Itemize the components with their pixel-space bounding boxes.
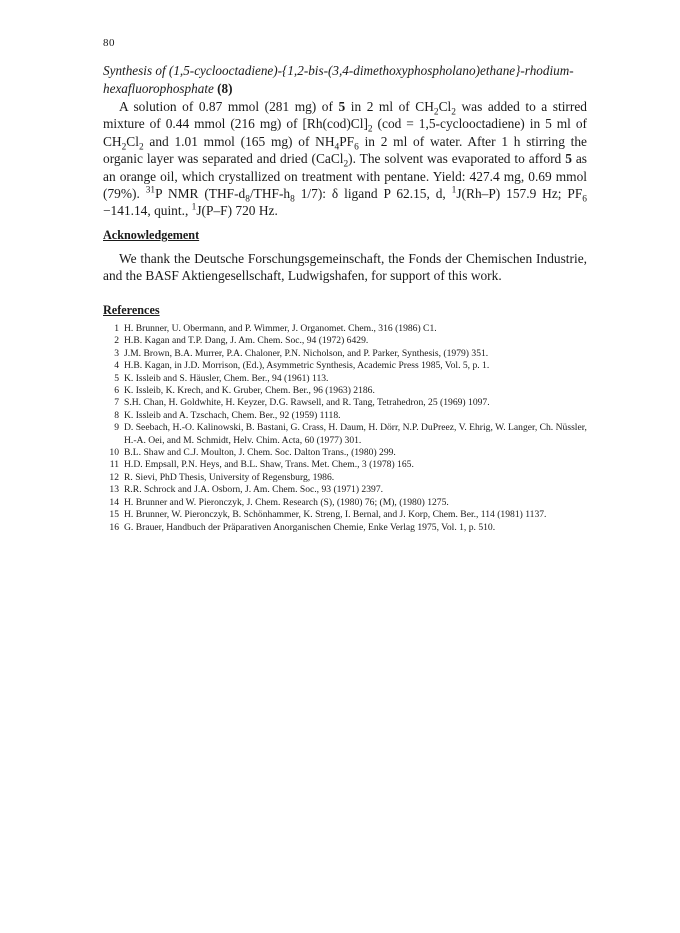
subscript: 2: [138, 142, 144, 153]
reference-number: 16: [109, 521, 119, 533]
reference-item: [103, 459, 587, 471]
reference-number: 15: [109, 509, 119, 521]
reference-number: 13: [109, 484, 119, 496]
compound-ref: 5: [565, 151, 572, 167]
reference-number: 7: [114, 397, 119, 409]
text-run: as an orange oil, which crystallized on treatment with pentane. Yield: 427.4 mg, 0.69 mmol (79%).: [103, 151, 587, 202]
reference-number: 5: [114, 372, 119, 384]
reference-text: H.D. Empsall, P.N. Heys, and B.L. Shaw, Trans. Met. Chem., 3 (1978) 165.: [124, 459, 414, 471]
reference-item: [103, 497, 587, 509]
synthesis-paragraph: [103, 98, 587, 220]
text-run: ). The solvent was evaporated to afford: [348, 151, 566, 167]
text-run: J(P–F) 720 Hz.: [196, 203, 278, 219]
subscript: 4: [334, 142, 340, 153]
subscript: 2: [451, 107, 456, 118]
acknowledgement-text: [103, 250, 587, 285]
reference-text: G. Brauer, Handbuch der Präparativen Anorganischen Chemie, Enke Verlag 1975, Vol. 1, p. 510.: [124, 521, 496, 533]
reference-item: [103, 385, 587, 397]
reference-number: 3: [114, 347, 119, 359]
text-run: in 2 ml of CH: [345, 99, 434, 114]
reference-text: H. Brunner, W. Pieronczyk, B. Schönhammer, K. Streng, I. Bernal, and J. Korp, Chem. Ber., 114 (1981) 1137.: [124, 509, 547, 521]
reference-number: 8: [114, 409, 119, 421]
reference-number: 1: [114, 323, 119, 334]
reference-number: 12: [109, 471, 119, 483]
reference-text: R.R. Schrock and J.A. Osborn, J. Am. Chem. Soc., 93 (1971) 2397.: [124, 484, 384, 496]
text-run: 1/7): δ ligand P 62.15, d,: [294, 186, 452, 202]
text-run: and 1.01 mmol (165 mg) of NH: [143, 133, 335, 149]
reference-item: [103, 323, 587, 335]
text-run: in 2 ml of water. After 1 h stirring the organic layer was separated and dried (CaCl: [103, 133, 588, 167]
subscript: 6: [582, 194, 587, 205]
text-run: /THF-h: [249, 186, 291, 202]
text-run: A solution of 0.87 mmol (281 mg) of: [119, 99, 339, 114]
reference-item: [103, 397, 587, 409]
reference-item: [103, 422, 587, 447]
subscript: 2: [433, 107, 439, 118]
reference-text: B.L. Shaw and C.J. Moulton, J. Chem. Soc. Dalton Trans., (1980) 299.: [124, 447, 396, 459]
text-run: J(Rh–P) 157.9 Hz; PF: [456, 186, 583, 202]
superscript: 1: [451, 185, 457, 196]
references-heading: References: [103, 303, 160, 317]
acknowledgement-paragraph: We thank the Deutsche Forschungsgemeinschaft, the Fonds der Chemischen Industrie, and the BASF Aktiengesellschaft, Ludwigshafen, for support of this work.: [103, 251, 587, 284]
reference-text: K. Issleib and A. Tzschach, Chem. Ber., 92 (1959) 1118.: [124, 409, 341, 421]
text-run: was added to a stirred mixture of 0.44 mmol (216 mg) of [Rh(cod)Cl]: [103, 99, 587, 132]
reference-item: [103, 410, 587, 422]
subscript: 8: [290, 194, 295, 205]
reference-item: [103, 360, 587, 372]
superscript: 31: [145, 185, 156, 196]
reference-text: H. Brunner and W. Pieronczyk, J. Chem. Research (S), (1980) 76; (M), (1980) 1275.: [124, 496, 449, 508]
reference-text: K. Issleib and S. Häusler, Chem. Ber., 94 (1961) 113.: [124, 372, 329, 384]
text-run: PF: [339, 133, 355, 149]
subscript: 6: [354, 142, 359, 153]
reference-text: R. Sievi, PhD Thesis, University of Regensburg, 1986.: [124, 471, 335, 483]
reference-text: H.B. Kagan and T.P. Dang, J. Am. Chem. Soc., 94 (1972) 6429.: [124, 335, 369, 347]
reference-item: [103, 472, 587, 484]
acknowledgement-heading: Acknowledgement: [103, 228, 200, 242]
compound-ref: 5: [338, 99, 346, 114]
text-run: P NMR (THF-d: [155, 186, 246, 202]
reference-item: [103, 447, 587, 459]
references-list: [103, 323, 587, 534]
reference-item: [103, 348, 587, 360]
subscript: 2: [367, 125, 373, 136]
reference-item: [103, 509, 587, 521]
reference-text: S.H. Chan, H. Goldwhite, H. Keyzer, D.G. Rawsell, and R. Tang, Tetrahedron, 25 (1969) 1097.: [124, 397, 490, 409]
reference-item: [103, 373, 587, 385]
superscript: 1: [191, 202, 197, 213]
text-run: Cl: [126, 133, 139, 149]
subscript: 8: [245, 194, 250, 205]
text-run: (cod = 1,5-cyclooctadiene) in 5 ml of CH: [103, 116, 587, 149]
subscript: 2: [121, 142, 127, 153]
reference-number: 4: [114, 360, 119, 372]
reference-number: 10: [109, 447, 119, 459]
reference-item: [103, 522, 587, 534]
text-run: Cl: [438, 99, 452, 114]
synthesis-heading: [103, 62, 587, 97]
reference-item: [103, 335, 587, 347]
reference-text: J.M. Brown, B.A. Murrer, P.A. Chaloner, P.N. Nicholson, and P. Parker, Synthesis, (1979) 351.: [124, 347, 489, 359]
reference-text: D. Seebach, H.-O. Kalinowski, B. Bastani, G. Crass, H. Daum, H. Dörr, N.P. DuPreez, V. Ehrig, W. Langer, Ch. Nüssler, H.-A. Oei, and M. Schmidt, Helv. Chim. Acta, 60 (1977) 301.: [124, 422, 587, 446]
reference-text: H. Brunner, U. Obermann, and P. Wimmer, J. Organomet. Chem., 316 (1986) C1.: [124, 323, 437, 334]
reference-text: K. Issleib, K. Krech, and K. Gruber, Chem. Ber., 96 (1963) 2186.: [124, 385, 375, 397]
reference-number: 9: [114, 422, 119, 434]
subscript: 2: [343, 159, 349, 170]
reference-number: 11: [109, 459, 119, 471]
heading-compound: (8): [217, 80, 233, 96]
reference-number: 2: [114, 335, 119, 347]
reference-number: 6: [114, 385, 119, 397]
page-number: 80: [103, 37, 115, 49]
reference-item: [103, 484, 587, 496]
reference-number: 14: [109, 496, 119, 508]
reference-text: H.B. Kagan, in J.D. Morrison, (Ed.), Asymmetric Synthesis, Academic Press 1985, Vol. 5, p. 1.: [124, 360, 490, 372]
text-run: −141.14, quint.,: [103, 203, 192, 219]
heading-text: Synthesis of (1,5-cyclooctadiene)-{1,2-bis-(3,4-dimethoxyphospholano)ethane}-rhodium-hexafluorophosphate: [103, 63, 574, 96]
